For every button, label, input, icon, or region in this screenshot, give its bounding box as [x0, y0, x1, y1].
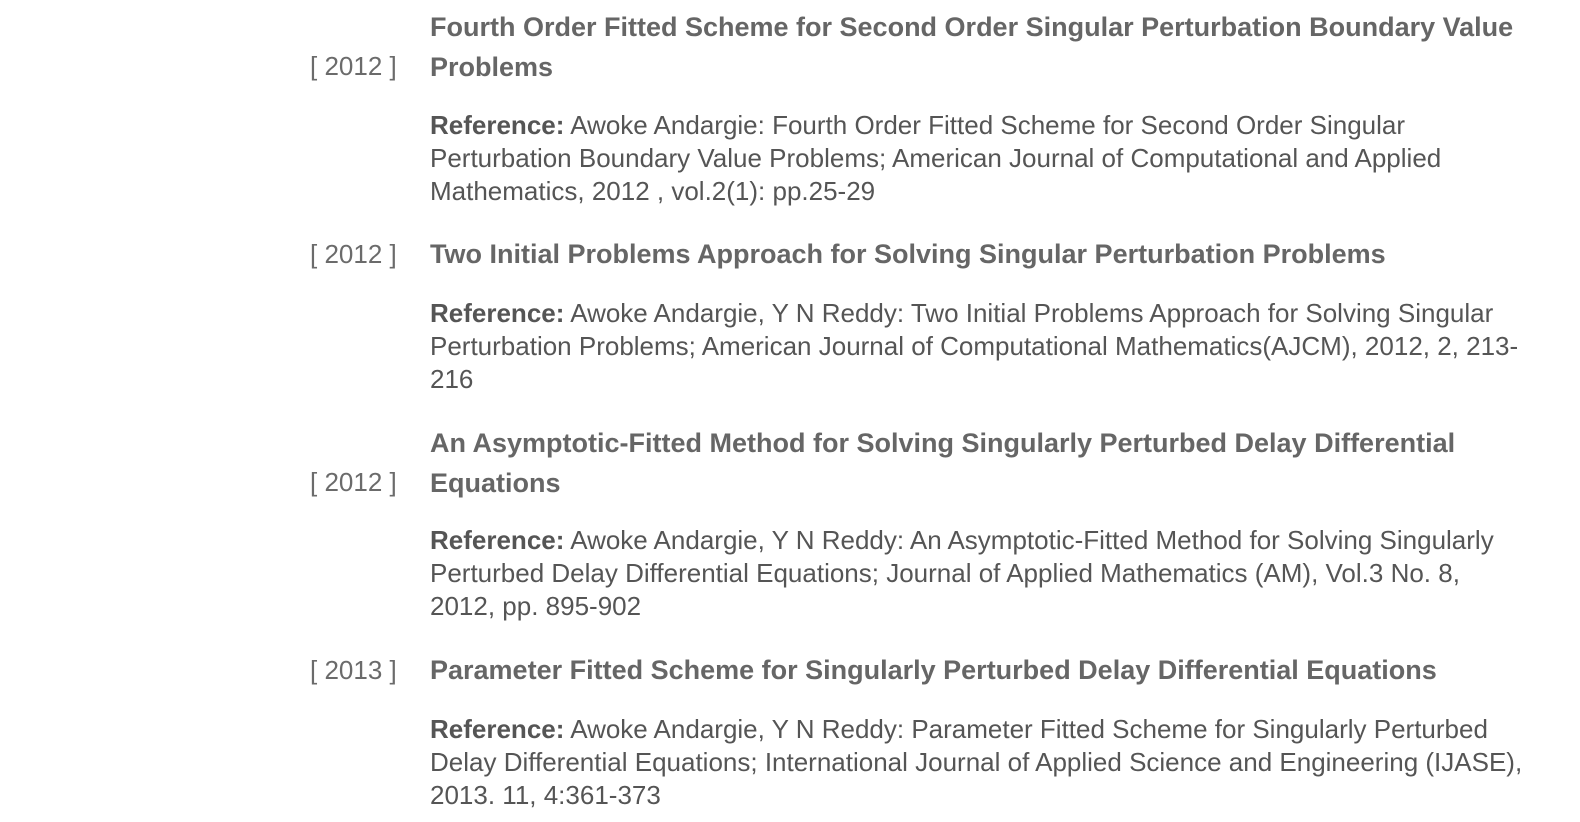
- reference-label: Reference:: [430, 110, 565, 140]
- publication-reference: [430, 713, 1525, 812]
- publication-title: Parameter Fitted Scheme for Singularly Perturbed Delay Differential Equations: [430, 655, 1437, 685]
- publication-year: [ 2012 ]: [310, 51, 397, 81]
- publication-reference: [430, 109, 1525, 208]
- publication-year: [ 2012 ]: [310, 467, 397, 497]
- publication-reference: [430, 524, 1525, 623]
- reference-text: Awoke Andargie, Y N Reddy: Two Initial Problems Approach for Solving Singular Perturbation Problems; American Journal of Computational Mathematics(AJCM), 2012, 2, 213-216: [430, 298, 1519, 394]
- publication-title: Fourth Order Fitted Scheme for Second Order Singular Perturbation Boundary Value Problems: [430, 12, 1514, 82]
- publication-year: [ 2013 ]: [310, 655, 397, 685]
- publication-year: [ 2012 ]: [310, 239, 397, 269]
- reference-text: Awoke Andargie: Fourth Order Fitted Scheme for Second Order Singular Perturbation Boundary Value Problems; American Journal of Computational and Applied Mathematics, 2012 , vol.2(1): pp.25-29: [430, 110, 1442, 206]
- publication-title: Two Initial Problems Approach for Solving Singular Perturbation Problems: [430, 239, 1386, 269]
- reference-label: Reference:: [430, 525, 565, 555]
- publication-title: An Asymptotic-Fitted Method for Solving Singularly Perturbed Delay Differential Equations: [430, 428, 1456, 498]
- reference-text: Awoke Andargie, Y N Reddy: An Asymptotic-Fitted Method for Solving Singularly Perturbed Delay Differential Equations; Journal of Applied Mathematics (AM), Vol.3 No. 8, 2012, pp. 895-902: [430, 525, 1494, 621]
- reference-label: Reference:: [430, 714, 565, 744]
- reference-label: Reference:: [430, 298, 565, 328]
- reference-text: Awoke Andargie, Y N Reddy: Parameter Fitted Scheme for Singularly Perturbed Delay Differential Equations; International Journal of Applied Science and Engineering (IJASE), 2013. 11, 4:361-373: [430, 714, 1523, 810]
- publication-reference: [430, 297, 1525, 396]
